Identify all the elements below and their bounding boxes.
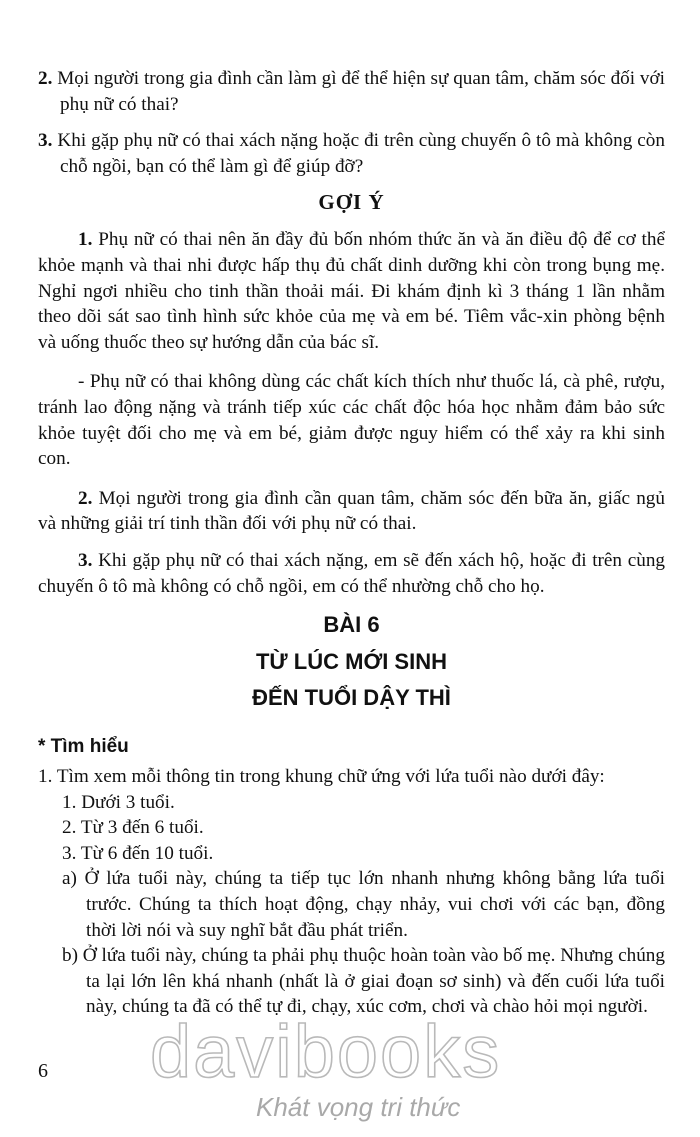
option-2: 2. Từ 3 đến 6 tuổi. [62, 817, 204, 839]
hint-2: 2. Mọi người trong gia đình cần quan tâm, chăm sóc đến bữa ăn, giấc ngủ và những giải trí tinh thần đối với phụ nữ có thai. [38, 487, 665, 535]
lesson-title-line-2: ĐẾN TUỔI DẬY THÌ [252, 685, 451, 711]
question-2: 2. Mọi người trong gia đình cần làm gì để thể hiện sự quan tâm, chăm sóc đối với phụ nữ có thai? [38, 68, 665, 115]
lesson-heading [38, 610, 665, 716]
watermark-slogan: Khát vọng tri thức [256, 1092, 461, 1122]
hint-1: 1. Phụ nữ có thai nên ăn đầy đủ bốn nhóm thức ăn và ăn điều độ để cơ thể khỏe mạnh và thai nhi được hấp thụ đủ chất dinh dưỡng khi còn trong bụng mẹ. Nghỉ ngơi nhiều cho tinh thần thoải mái. Đi khám định kì 3 tháng 1 lần nhằm theo dõi sát sao tình hình sức khỏe của mẹ và em bé. Tiêm vắc-xin phòng bệnh và uống thuốc theo sự hướng dẫn của bác sĩ. [38, 229, 665, 353]
task-prompt: 1. Tìm xem mỗi thông tin trong khung chữ ứng với lứa tuổi nào dưới đây: [38, 766, 605, 788]
page-number: 6 [38, 1060, 48, 1082]
lesson-number: BÀI 6 [323, 612, 380, 638]
paragraph-b: b) Ở lứa tuổi này, chúng ta phải phụ thuộc hoàn toàn vào bố mẹ. Nhưng chúng ta lại lớn lên khá nhanh (nhất là ở giai đoạn sơ sinh) và đến cuối lứa tuổi này, chúng ta đã có thể tự đi, chạy, xúc cơm, chơi và chào hỏi mọi người. [62, 945, 665, 1018]
section-heading: * Tìm hiểu [38, 736, 129, 758]
paragraph-a: a) Ở lứa tuổi này, chúng ta tiếp tục lớn nhanh nhưng không bằng lứa tuổi trước. Chúng ta thích hoạt động, chạy nhảy, vui chơi với các bạn, đồng thời lời nói và suy nghĩ bắt đầu phát triển. [62, 868, 665, 941]
hint-list [38, 227, 665, 599]
hint-1-note: - Phụ nữ có thai không dùng các chất kích thích như thuốc lá, cà phê, rượu, tránh lao động nặng và tránh tiếp xúc các chất độc hóa học nhằm đảm bảo sức khỏe tuyệt đối cho mẹ và em bé, giảm được nguy hiểm có thể xảy ra khi sinh con. [38, 371, 665, 470]
watermark-logo: davibooks [150, 1010, 502, 1093]
question-3: 3. Khi gặp phụ nữ có thai xách nặng hoặc đi trên cùng chuyến ô tô mà không còn chỗ ngồi, bạn có thể làm gì để giúp đỡ? [38, 130, 665, 177]
lesson-title-line-1: TỪ LÚC MỚI SINH [255, 649, 447, 675]
hint-title: GỢI Ý [318, 190, 385, 215]
hint-3: 3. Khi gặp phụ nữ có thai xách nặng, em sẽ đến xách hộ, hoặc đi trên cùng chuyến ô tô mà không có chỗ ngồi, em có thể nhường chỗ cho họ. [38, 549, 666, 597]
option-1: 1. Dưới 3 tuổi. [62, 791, 175, 813]
book-page [38, 66, 665, 1020]
option-3: 3. Từ 6 đến 10 tuổi. [62, 842, 214, 864]
